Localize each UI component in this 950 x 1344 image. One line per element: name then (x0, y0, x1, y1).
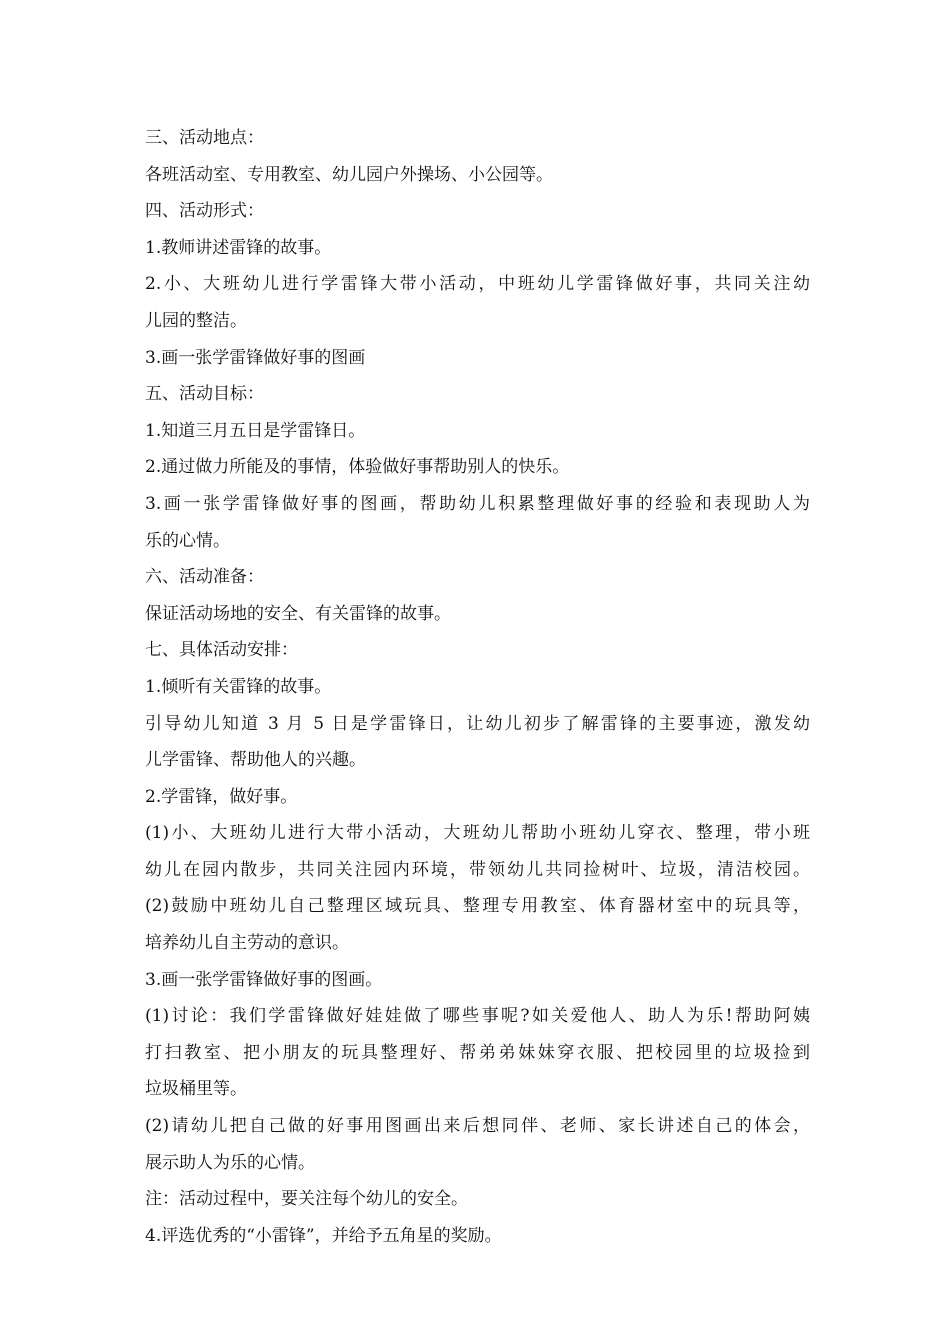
paragraph-line: 垃圾桶里等。 (145, 1079, 247, 1100)
list-item: 2.小、大班幼儿进行学雷锋大带小活动，中班幼儿学雷锋做好事，共同关注幼 (145, 274, 810, 295)
paragraph-line: 各班活动室、专用教室、幼儿园户外操场、小公园等。 (145, 164, 553, 185)
list-item: 3.画一张学雷锋做好事的图画。 (145, 969, 383, 990)
paragraph-line: 乐的心情。 (145, 530, 230, 551)
list-item: 3.画一张学雷锋做好事的图画 (145, 347, 366, 368)
list-item: (1)小、大班幼儿进行大带小活动，大班幼儿帮助小班幼儿穿衣、整理，带小班 (145, 823, 810, 844)
list-item: (2)请幼儿把自己做的好事用图画出来后想同伴、老师、家长讲述自己的体会， (145, 1116, 810, 1137)
list-item: 1.知道三月五日是学雷锋日。 (145, 420, 366, 441)
heading-activity-location: 三、活动地点： (145, 128, 264, 148)
paragraph-line: 引导幼儿知道 3 月 5 日是学雷锋日，让幼儿初步了解雷锋的主要事迹，激发幼 (145, 713, 810, 734)
list-item: 2.通过做力所能及的事情，体验做好事帮助别人的快乐。 (145, 457, 570, 478)
paragraph-line: 展示助人为乐的心情。 (145, 1152, 315, 1173)
list-item: (2)鼓励中班幼儿自己整理区域玩具、整理专用教室、体育器材室中的玩具等， (145, 896, 810, 917)
list-item: 4.评选优秀的“小雷锋”，并给予五角星的奖励。 (145, 1225, 502, 1246)
paragraph-line: 儿园的整洁。 (145, 310, 247, 331)
heading-activity-schedule: 七、具体活动安排： (145, 640, 298, 661)
paragraph-line: 儿学雷锋、帮助他人的兴趣。 (145, 750, 366, 771)
note-line: 注：活动过程中，要关注每个幼儿的安全。 (145, 1189, 468, 1210)
list-item: 1.倾听有关雷锋的故事。 (145, 676, 332, 697)
document-body (145, 120, 810, 1254)
paragraph-line: 幼儿在园内散步，共同关注园内环境，带领幼儿共同捡树叶、垃圾，清洁校园。 (145, 859, 810, 880)
list-item: 1.教师讲述雷锋的故事。 (145, 237, 332, 258)
paragraph-line: 打扫教室、把小朋友的玩具整理好、帮弟弟妹妹穿衣服、把校园里的垃圾捡到 (145, 1042, 810, 1063)
heading-activity-preparation: 六、活动准备： (145, 567, 264, 588)
paragraph-line: 培养幼儿自主劳动的意识。 (145, 933, 349, 954)
list-item: 3.画一张学雷锋做好事的图画，帮助幼儿积累整理做好事的经验和表现助人为 (145, 493, 810, 514)
list-item: (1)讨论：我们学雷锋做好娃娃做了哪些事呢?如关爱他人、助人为乐!帮助阿姨 (145, 1006, 810, 1027)
heading-activity-form: 四、活动形式： (145, 201, 264, 222)
heading-activity-goals: 五、活动目标： (145, 384, 264, 405)
paragraph-line: 保证活动场地的安全、有关雷锋的故事。 (145, 603, 451, 624)
list-item: 2.学雷锋，做好事。 (145, 786, 298, 807)
